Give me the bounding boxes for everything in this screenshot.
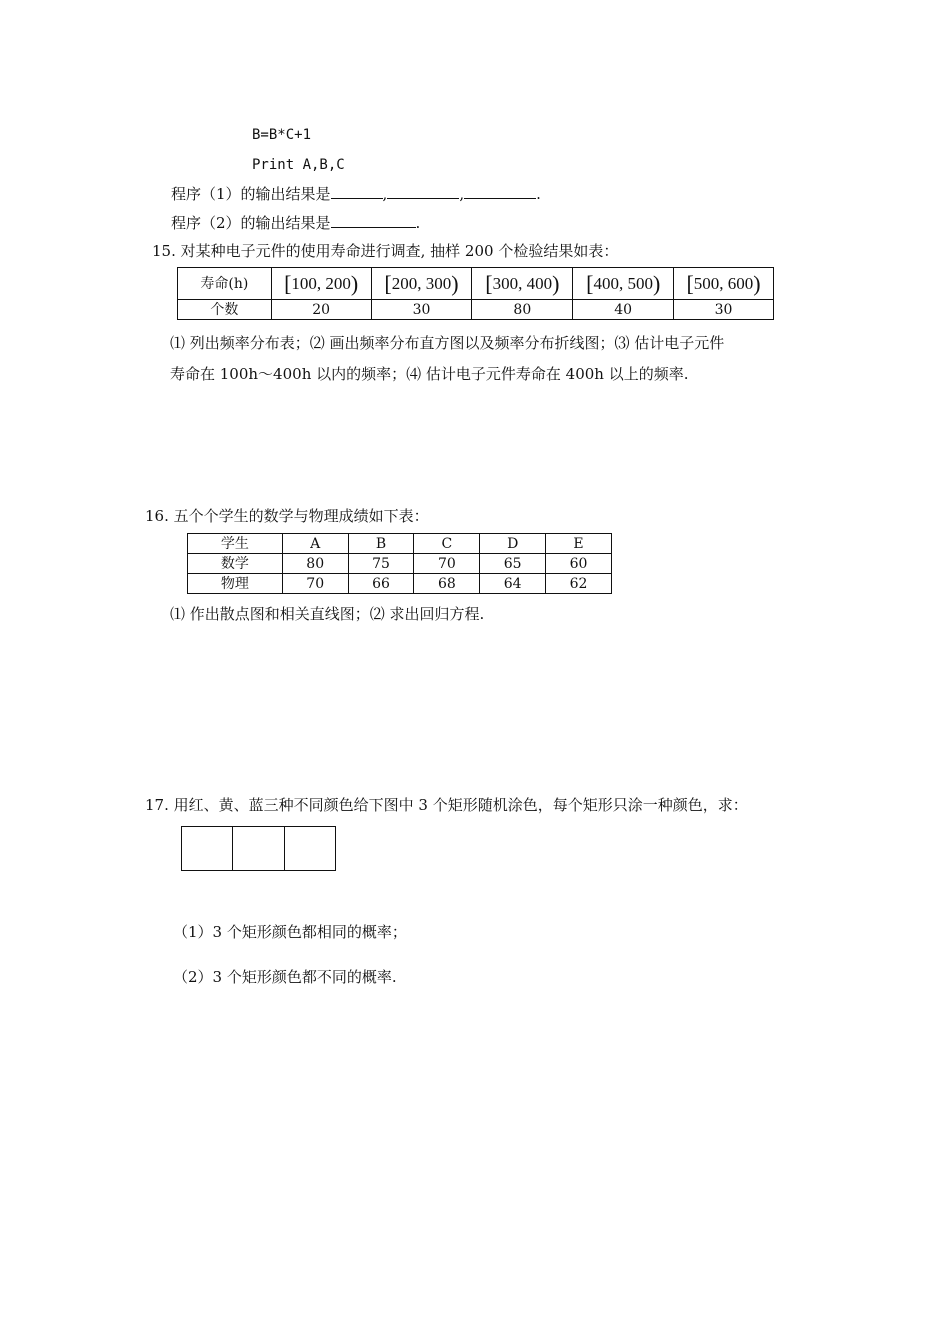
answer-blank xyxy=(387,184,459,199)
table-cell: 70 xyxy=(414,554,480,574)
rectangle xyxy=(182,827,233,870)
table-cell: D xyxy=(480,534,546,554)
count-cell: 30 xyxy=(674,300,774,320)
q16-header-row xyxy=(188,534,612,554)
table-cell: 68 xyxy=(414,574,480,594)
q15-parts-line-1: ⑴ 列出频率分布表；⑵ 画出频率分布直方图以及频率分布折线图；⑶ 估计电子元件 xyxy=(170,334,725,352)
table-cell: B xyxy=(348,534,414,554)
q15-count-row xyxy=(178,300,774,320)
q16-physics-row xyxy=(188,574,612,594)
interval-cell: [400, 500) xyxy=(573,268,674,300)
three-rectangles-figure xyxy=(181,826,336,871)
table-cell: C xyxy=(414,534,480,554)
table-cell: 80 xyxy=(282,554,348,574)
q17-part-1: （1）3 个矩形颜色都相同的概率； xyxy=(173,923,407,941)
q15-row-label: 寿命(h) xyxy=(178,268,272,300)
output-1-label: 程序（1）的输出结果是 xyxy=(171,185,331,203)
q17-part-2: （2）3 个矩形颜色都不同的概率. xyxy=(173,968,397,986)
count-cell: 20 xyxy=(271,300,371,320)
q17-title: 17. 用红、黄、蓝三种不同颜色给下图中 3 个矩形随机涂色，每个矩形只涂一种颜色，求： xyxy=(145,796,748,814)
rectangle xyxy=(233,827,284,870)
table-cell: A xyxy=(282,534,348,554)
table-cell: 物理 xyxy=(188,574,283,594)
q16-table xyxy=(187,533,612,594)
count-cell: 40 xyxy=(573,300,674,320)
interval-cell: [500, 600) xyxy=(674,268,774,300)
table-cell: 60 xyxy=(546,554,612,574)
table-cell: 75 xyxy=(348,554,414,574)
table-cell: E xyxy=(546,534,612,554)
table-cell: 学生 xyxy=(188,534,283,554)
interval-cell: [300, 400) xyxy=(472,268,573,300)
answer-blank xyxy=(331,213,416,228)
count-cell: 30 xyxy=(371,300,472,320)
table-cell: 70 xyxy=(282,574,348,594)
output-2-label: 程序（2）的输出结果是 xyxy=(171,214,331,232)
interval-cell: [100, 200) xyxy=(271,268,371,300)
q15-parts-line-2: 寿命在 100h～400h 以内的频率；⑷ 估计电子元件寿命在 400h 以上的频率. xyxy=(170,365,689,383)
q15-row-label: 个数 xyxy=(178,300,272,320)
interval-cell: [200, 300) xyxy=(371,268,472,300)
q16-title: 16. 五个个学生的数学与物理成绩如下表： xyxy=(145,507,429,525)
table-cell: 62 xyxy=(546,574,612,594)
table-cell: 65 xyxy=(480,554,546,574)
q15-title: 15. 对某种电子元件的使用寿命进行调查, 抽样 200 个检验结果如表： xyxy=(152,242,619,260)
q16-math-row xyxy=(188,554,612,574)
rectangle xyxy=(285,827,335,870)
count-cell: 80 xyxy=(472,300,573,320)
table-cell: 数学 xyxy=(188,554,283,574)
table-cell: 66 xyxy=(348,574,414,594)
program-output-2: 程序（2）的输出结果是 . xyxy=(171,214,421,232)
answer-blank xyxy=(331,184,383,199)
program-output-1: 程序（1）的输出结果是 , , . xyxy=(171,185,541,203)
program-line-1: B=B*C+1 xyxy=(252,127,312,143)
answer-blank xyxy=(464,184,536,199)
table-cell: 64 xyxy=(480,574,546,594)
program-line-2: Print A,B,C xyxy=(252,157,345,173)
q16-parts: ⑴ 作出散点图和相关直线图；⑵ 求出回归方程. xyxy=(170,605,485,623)
q15-table xyxy=(177,267,774,320)
q15-lifetime-row xyxy=(178,268,774,300)
